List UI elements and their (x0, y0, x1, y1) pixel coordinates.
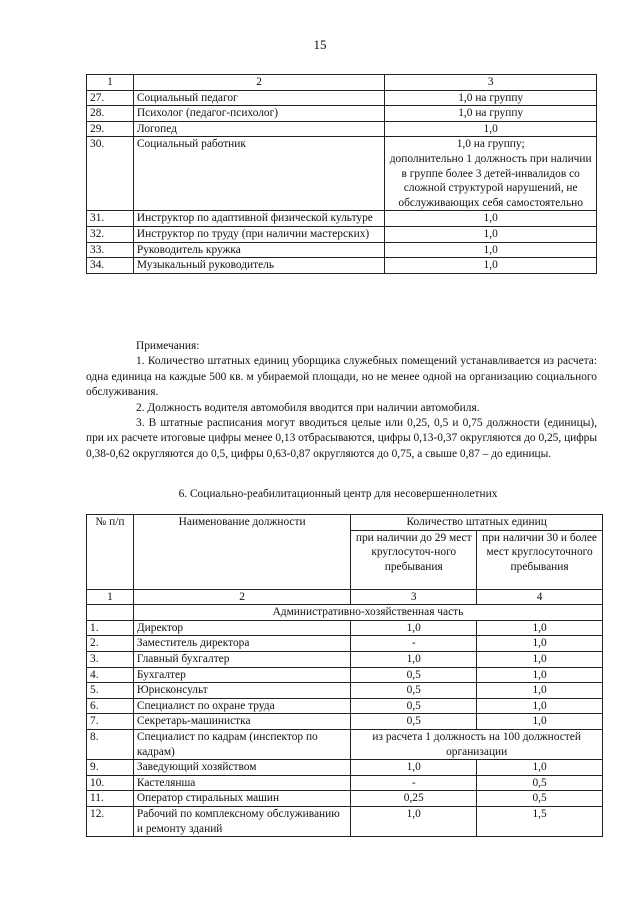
qty-large: 1,0 (477, 620, 603, 636)
qty-large: 0,5 (477, 791, 603, 807)
table-header-row (87, 75, 597, 91)
staff-table-continued (86, 74, 597, 274)
qty-small: - (351, 636, 477, 652)
position-value: 1,0 (385, 242, 597, 258)
qty-small: 0,5 (351, 667, 477, 683)
row-number: 34. (87, 258, 134, 274)
position-name: Заведующий хозяйством (133, 760, 350, 776)
position-name: Рабочий по комплексному обслуживанию и ремонту зданий (133, 806, 350, 836)
table-row (87, 211, 597, 227)
row-number: 3. (87, 651, 134, 667)
header-cell: 1 (87, 75, 134, 91)
position-value: 1,0 (385, 226, 597, 242)
position-value: 1,0 (385, 211, 597, 227)
section-label: Административно-хозяйственная часть (133, 605, 602, 621)
section-title: 6. Социально-реабилитационный центр для несовершеннолетних (178, 488, 498, 500)
row-number: 9. (87, 760, 134, 776)
row-number: 29. (87, 121, 134, 137)
index-cell: 2 (133, 589, 350, 605)
header-sub1: при наличии до 29 мест круглосуточ-ного пребывания (351, 530, 477, 589)
qty-small: 1,0 (351, 651, 477, 667)
table-row (87, 242, 597, 258)
table-row (87, 760, 603, 776)
table-row (87, 90, 597, 106)
note-item: 3. В штатные расписания могут вводиться целые или 0,25, 0,5 и 0,75 должности (единицы), при их расчете итоговые цифры менее 0,13 отбрасываются, цифры 0,13-0,37 округляются до 0,25, цифры 0,38-0,62 округляются до 0,5, цифры 0,63-0,87 округляются до 0,75, а свыше 0,87 – до единицы. (86, 417, 597, 460)
row-number: 31. (87, 211, 134, 227)
index-cell: 3 (351, 589, 477, 605)
position-name: Специалист по охране труда (133, 698, 350, 714)
position-name: Оператор стиральных машин (133, 791, 350, 807)
table-index-row (87, 589, 603, 605)
table-row (87, 121, 597, 137)
position-value: 1,0 на группу; дополнительно 1 должность при наличии в группе более 3 детей-инвалидов со сложной структурой нарушений, не обслуживающих себя самостоятельно (385, 137, 597, 211)
qty-small: - (351, 775, 477, 791)
qty-large: 1,0 (477, 683, 603, 699)
qty-large: 1,0 (477, 667, 603, 683)
qty-small: 1,0 (351, 620, 477, 636)
row-number: 30. (87, 137, 134, 211)
header-name: Наименование должности (133, 515, 350, 590)
page-number: 15 (313, 37, 327, 52)
qty-small: 0,5 (351, 698, 477, 714)
row-number: 10. (87, 775, 134, 791)
row-number: 2. (87, 636, 134, 652)
qty-large: 1,0 (477, 760, 603, 776)
table-row (87, 667, 603, 683)
header-cell: 2 (133, 75, 384, 91)
row-number: 28. (87, 106, 134, 122)
table-row (87, 714, 603, 730)
table-header-row (87, 515, 603, 531)
position-value: 1,0 (385, 258, 597, 274)
table-section-row (87, 605, 603, 621)
row-number: 8. (87, 729, 134, 759)
row-number: 6. (87, 698, 134, 714)
qty-small: 1,0 (351, 806, 477, 836)
qty-small: 0,5 (351, 683, 477, 699)
position-name: Логопед (133, 121, 384, 137)
note-item: 1. Количество штатных единиц уборщика служебных помещений устанавливается из расчета: одна единица на каждые 500 кв. м убираемой площади, но не менее одной на организацию социального обслуживания. (86, 355, 597, 399)
position-name: Социальный педагог (133, 90, 384, 106)
position-name: Специалист по кадрам (инспектор по кадрам) (133, 729, 350, 759)
staff-table (86, 514, 603, 837)
qty-small: 1,0 (351, 760, 477, 776)
index-cell: 4 (477, 589, 603, 605)
qty-large: 1,0 (477, 698, 603, 714)
qty-large: 1,5 (477, 806, 603, 836)
row-number: 12. (87, 806, 134, 836)
qty-large: 1,0 (477, 636, 603, 652)
table-row (87, 226, 597, 242)
position-name: Директор (133, 620, 350, 636)
position-name: Юрисконсульт (133, 683, 350, 699)
position-name: Социальный работник (133, 137, 384, 211)
qty-small: 0,25 (351, 791, 477, 807)
position-name: Психолог (педагог-психолог) (133, 106, 384, 122)
table-row (87, 729, 603, 759)
table-row (87, 683, 603, 699)
table-row (87, 775, 603, 791)
position-name: Инструктор по труду (при наличии мастерских) (133, 226, 384, 242)
table-row (87, 258, 597, 274)
row-number: 1. (87, 620, 134, 636)
position-value: 1,0 (385, 121, 597, 137)
table-row (87, 806, 603, 836)
header-cell: 3 (385, 75, 597, 91)
row-number: 32. (87, 226, 134, 242)
notes-title: Примечания: (136, 340, 200, 352)
row-number: 5. (87, 683, 134, 699)
position-name: Секретарь-машинистка (133, 714, 350, 730)
row-number: 11. (87, 791, 134, 807)
table-row (87, 791, 603, 807)
table-row (87, 137, 597, 211)
table-row (87, 651, 603, 667)
qty-large: 1,0 (477, 714, 603, 730)
qty-merged: из расчета 1 должность на 100 должностей организации (351, 729, 603, 759)
index-cell: 1 (87, 589, 134, 605)
position-name: Инструктор по адаптивной физической культуре (133, 211, 384, 227)
position-name: Руководитель кружка (133, 242, 384, 258)
position-value: 1,0 на группу (385, 90, 597, 106)
note-item: 2. Должность водителя автомобиля вводится при наличии автомобиля. (136, 401, 480, 414)
row-number: 27. (87, 90, 134, 106)
qty-large: 0,5 (477, 775, 603, 791)
header-num: № п/п (87, 515, 134, 590)
table-row (87, 698, 603, 714)
notes-block (86, 339, 597, 462)
section-empty-cell (87, 605, 134, 621)
header-qty: Количество штатных единиц (351, 515, 603, 531)
row-number: 7. (87, 714, 134, 730)
position-value: 1,0 на группу (385, 106, 597, 122)
qty-small: 0,5 (351, 714, 477, 730)
table-row (87, 636, 603, 652)
row-number: 4. (87, 667, 134, 683)
position-name: Заместитель директора (133, 636, 350, 652)
table-row (87, 620, 603, 636)
header-sub2: при наличии 30 и более мест круглосуточного пребывания (477, 530, 603, 589)
position-name: Музыкальный руководитель (133, 258, 384, 274)
position-name: Главный бухгалтер (133, 651, 350, 667)
table-row (87, 106, 597, 122)
position-name: Кастелянша (133, 775, 350, 791)
position-name: Бухгалтер (133, 667, 350, 683)
row-number: 33. (87, 242, 134, 258)
qty-large: 1,0 (477, 651, 603, 667)
